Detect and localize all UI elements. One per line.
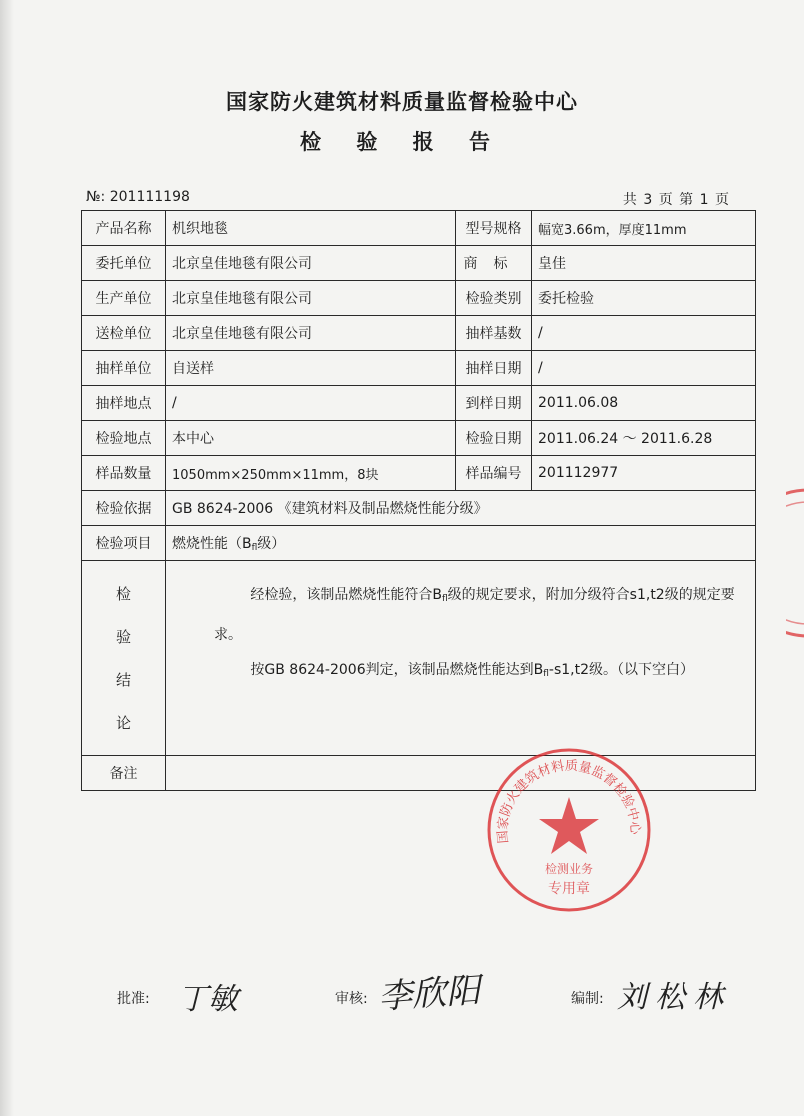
- org-title: 国家防火建筑材料质量监督检验中心: [226, 90, 578, 114]
- row-label: 检验类别: [456, 281, 532, 316]
- row-value: /: [166, 386, 456, 421]
- row-value: 自送样: [166, 351, 456, 386]
- row-label: 送检单位: [82, 316, 166, 351]
- row-label: 抽样单位: [82, 351, 166, 386]
- scan-edge: [0, 0, 14, 1116]
- p1-tail: 级的规定要求，附加分级符合s1,t2级的规定要求。: [214, 587, 735, 643]
- row-value: 本中心: [166, 421, 456, 456]
- p1-sub: fl: [442, 594, 448, 604]
- table-row: [82, 386, 756, 421]
- remarks-value: [166, 756, 756, 791]
- conclusion-label-char: 论: [115, 714, 131, 732]
- item-row: [82, 526, 756, 561]
- approve-label: 批准:: [117, 991, 150, 1007]
- row-label: 到样日期: [456, 386, 532, 421]
- conclusion-label-char: 结: [115, 671, 131, 689]
- conclusion-paragraph-1: [214, 577, 754, 653]
- table-row: [82, 421, 756, 456]
- seal-ring-text-path: 国家防火建筑材料质量监督检验中心: [495, 758, 643, 844]
- compile-label: 编制:: [571, 991, 604, 1007]
- review-label: 审核:: [335, 991, 368, 1007]
- edge-seal: [786, 488, 804, 638]
- item-value-tail: 级）: [257, 536, 286, 552]
- seal-center-text: 专用章: [548, 881, 590, 897]
- row-label: 抽样地点: [82, 386, 166, 421]
- row-label: 样品编号: [456, 456, 532, 491]
- report-table: [81, 210, 756, 791]
- row-value: 1050mm×250mm×11mm，8块: [166, 456, 456, 491]
- remarks-row: [82, 756, 756, 791]
- basis-label: 检验依据: [82, 491, 166, 526]
- conclusion-paragraph-2: [214, 659, 754, 679]
- row-label: 型号规格: [456, 211, 532, 246]
- basis-row: [82, 491, 756, 526]
- row-value: 北京皇佳地毯有限公司: [166, 281, 456, 316]
- row-label: 检验地点: [82, 421, 166, 456]
- p2-tail: -s1,t2级。（以下空白）: [548, 662, 694, 678]
- row-label: 抽样日期: [456, 351, 532, 386]
- row-value: 幅宽3.66m，厚度11mm: [532, 211, 756, 246]
- table-row: [82, 246, 756, 281]
- row-label: 生产单位: [82, 281, 166, 316]
- row-value: 北京皇佳地毯有限公司: [166, 316, 456, 351]
- report-title: 检 验 报 告: [300, 130, 504, 154]
- seal-bottom-text: 检测业务: [544, 862, 594, 876]
- conclusion-body: [166, 561, 756, 756]
- table-row: [82, 316, 756, 351]
- row-value: /: [532, 316, 756, 351]
- conclusion-label-char: 验: [115, 628, 131, 646]
- item-value: [166, 526, 756, 561]
- compile-signature: 刘松林: [617, 980, 731, 1015]
- approve-signature: 丁敏: [178, 982, 238, 1017]
- item-value-text: 燃烧性能（B: [172, 536, 252, 552]
- row-label: 委托单位: [82, 246, 166, 281]
- info-rows: [82, 211, 756, 791]
- p2-text: 按GB 8624-2006判定，该制品燃烧性能达到B: [250, 662, 544, 678]
- row-value: 2011.06.08: [532, 386, 756, 421]
- conclusion-label-char: 检: [115, 585, 131, 603]
- row-label: 抽样基数: [456, 316, 532, 351]
- row-value: 201112977: [532, 456, 756, 491]
- table-row: [82, 211, 756, 246]
- row-value: 皇佳: [532, 246, 756, 281]
- row-label: 样品数量: [82, 456, 166, 491]
- p1-text: 经检验，该制品燃烧性能符合B: [250, 587, 442, 603]
- remarks-label: 备注: [82, 756, 166, 791]
- basis-value: GB 8624-2006 《建筑材料及制品燃烧性能分级》: [166, 491, 756, 526]
- table-row: [82, 456, 756, 491]
- conclusion-row: [82, 561, 756, 756]
- page-count: 共 3 页 第 1 页: [622, 192, 730, 208]
- row-value: /: [532, 351, 756, 386]
- row-label: 商标: [456, 246, 532, 281]
- item-label: 检验项目: [82, 526, 166, 561]
- seal-star-icon: [539, 797, 599, 854]
- row-value: 2011.06.24 ～ 2011.6.28: [532, 421, 756, 456]
- p2-sub: fl: [543, 669, 549, 679]
- item-value-sub: fl: [251, 543, 258, 553]
- row-value: 机织地毯: [166, 211, 456, 246]
- row-label: 检验日期: [456, 421, 532, 456]
- row-label: 产品名称: [82, 211, 166, 246]
- table-row: [82, 351, 756, 386]
- conclusion-label: [82, 561, 166, 756]
- report-number: №: 201111198: [86, 189, 190, 205]
- review-signature: 李欣阳: [376, 970, 482, 1018]
- row-value: 北京皇佳地毯有限公司: [166, 246, 456, 281]
- table-row: [82, 281, 756, 316]
- row-value: 委托检验: [532, 281, 756, 316]
